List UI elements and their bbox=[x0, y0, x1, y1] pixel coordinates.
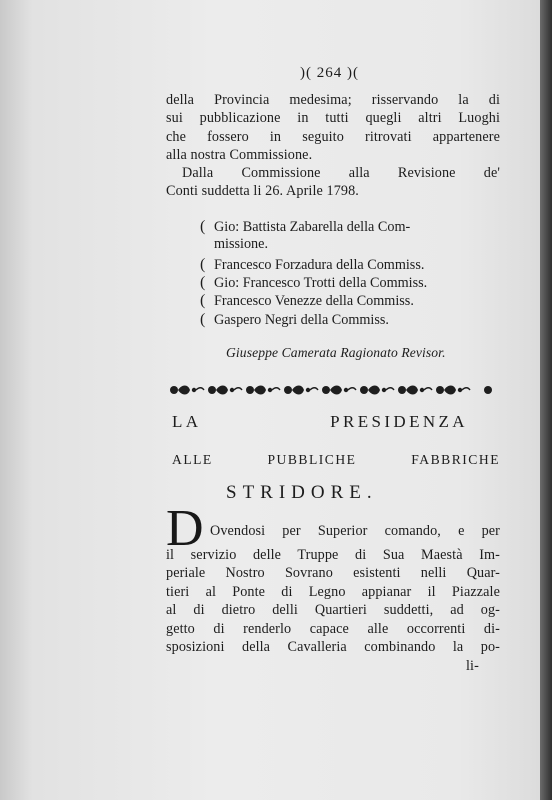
body-line: sposizioni della Cavalleria combinando la po- bbox=[166, 639, 500, 655]
floral-ornament-icon bbox=[166, 381, 500, 399]
intro-line: che fossero in seguito ritrovati appartenere bbox=[166, 129, 500, 145]
signatory-row bbox=[200, 311, 389, 329]
heading-public-buildings: ALLE PUBBLICHE FABBRICHE bbox=[172, 452, 500, 467]
drop-cap: D bbox=[166, 500, 204, 557]
bracket-mark: ( bbox=[200, 292, 206, 309]
signatory-name: Gio: Battista Zabarella della Com- bbox=[214, 219, 411, 235]
intro-line: sui pubblicazione in tutti quegli altri Luoghi bbox=[166, 110, 500, 126]
bracket-mark: ( bbox=[200, 218, 206, 235]
bracket-mark: ( bbox=[200, 311, 206, 328]
auditor-signature: Giuseppe Camerata Ragionato Revisor. bbox=[226, 345, 446, 360]
intro-line: della Provincia medesima; risservando la di bbox=[166, 92, 500, 108]
body-line: il servizio delle Truppe di Sua Maestà Im- bbox=[166, 547, 500, 563]
heading-stridore: STRIDORE. bbox=[226, 482, 378, 503]
intro-line: alla nostra Commissione. bbox=[166, 147, 313, 163]
signatory-name: Francesco Venezze della Commiss. bbox=[214, 293, 414, 309]
body-line: al di dietro delli Quartieri suddetti, ad og- bbox=[166, 602, 500, 618]
bracket-mark: ( bbox=[200, 274, 206, 291]
body-line: periale Nostro Sovrano esistenti nelli Quar- bbox=[166, 565, 500, 581]
signatory-name: Francesco Forzadura della Commiss. bbox=[214, 257, 425, 273]
signatory-row bbox=[200, 292, 414, 310]
dating-line: Conti suddetta li 26. Aprile 1798. bbox=[166, 183, 359, 199]
body-line: Ovendosi per Superior comando, e per bbox=[210, 523, 500, 539]
page-shadow-edge bbox=[540, 0, 552, 800]
body-line: tieri al Ponte di Legno appianar il Piazzale bbox=[166, 584, 500, 600]
signatory-row bbox=[200, 218, 410, 236]
heading-presidency: LA PRESIDENZA bbox=[172, 412, 468, 431]
catchword: li- bbox=[466, 658, 479, 674]
dating-line: Dalla Commissione alla Revisione de' bbox=[182, 165, 500, 181]
body-line: getto di renderlo capace alle occorrenti di- bbox=[166, 621, 500, 637]
signatory-row bbox=[200, 236, 268, 253]
signatory-name: missione. bbox=[214, 236, 268, 252]
signatory-row bbox=[200, 256, 424, 274]
signatory-row bbox=[200, 274, 427, 292]
signatory-name: Gaspero Negri della Commiss. bbox=[214, 312, 389, 328]
signatory-name: Gio: Francesco Trotti della Commiss. bbox=[214, 275, 428, 291]
page-number: )( 264 )( bbox=[300, 65, 359, 81]
bracket-mark: ( bbox=[200, 256, 206, 273]
